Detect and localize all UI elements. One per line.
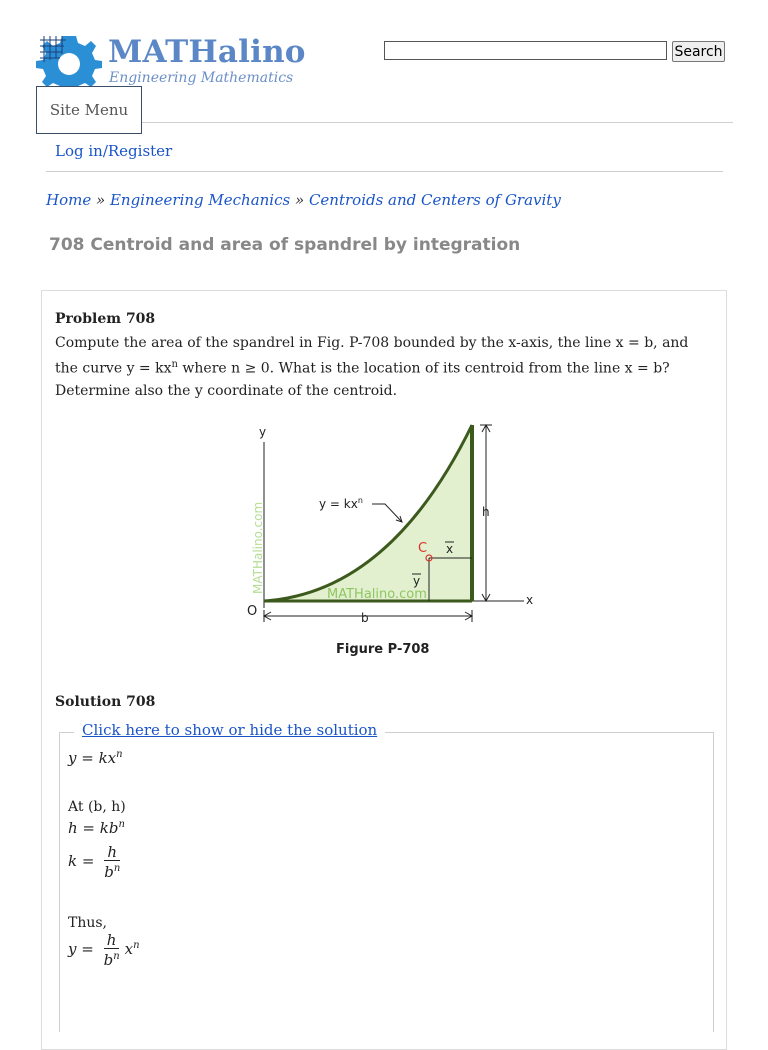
problem-heading: Problem 708 <box>55 311 156 327</box>
watermark: MATHalino.com <box>327 587 427 602</box>
centroid-label: C <box>418 541 428 556</box>
brand-tagline: Engineering Mathematics <box>109 70 294 86</box>
site-menu-button[interactable]: Site Menu <box>36 86 142 134</box>
equation-3: k = $\frac{h}{b^n}$ <box>68 843 121 881</box>
toggle-solution-link[interactable]: Click here to show or hide the solution <box>82 721 378 739</box>
problem-line: Compute the area of the spandrel in Fig. P-708 bounded by the x-axis, the line x = b, and <box>55 335 689 351</box>
xbar-label: x <box>446 542 454 556</box>
x-axis-label: x <box>526 593 534 607</box>
divider <box>46 171 723 172</box>
equation-4: y = $\frac{h}{b^n}$ $x^n$ <box>68 931 140 969</box>
thus-text: Thus, <box>68 915 108 931</box>
y-axis-label: y <box>259 425 267 439</box>
figure-caption: Figure P-708 <box>336 642 430 657</box>
at-point-text: At (b, h) <box>68 799 126 815</box>
figure-p708 <box>230 418 550 664</box>
search-input[interactable] <box>384 41 667 60</box>
solution-toggle-legend <box>74 721 385 739</box>
h-label: h <box>482 505 490 519</box>
equation-2: $h = kb^n$ <box>68 819 125 837</box>
breadcrumb-engineering-mechanics[interactable]: Engineering Mechanics <box>109 191 291 209</box>
brand-name[interactable]: MATHalino <box>108 34 306 70</box>
solution-box <box>59 732 714 1032</box>
login-register-link[interactable]: Log in/Register <box>55 142 173 160</box>
divider <box>142 122 733 123</box>
solution-heading: Solution 708 <box>55 694 156 710</box>
search-button[interactable]: Search <box>672 41 725 62</box>
equation-1: $y = kx^n$ <box>68 749 123 767</box>
b-label: b <box>361 611 369 625</box>
breadcrumb-separator: » <box>96 191 106 209</box>
curve-label: $y = kx^n$ <box>319 496 363 511</box>
breadcrumb <box>46 191 561 209</box>
ybar-label: y <box>413 574 421 588</box>
gear-logo-icon[interactable] <box>36 32 102 88</box>
breadcrumb-home[interactable]: Home <box>46 191 92 209</box>
origin-label: O <box>247 604 258 619</box>
breadcrumb-centroids[interactable]: Centroids and Centers of Gravity <box>308 191 561 209</box>
problem-line: Determine also the y coordinate of the centroid. <box>55 382 398 399</box>
spandrel-area <box>264 425 472 601</box>
breadcrumb-separator: » <box>294 191 305 209</box>
problem-statement <box>55 332 720 402</box>
page-title: 708 Centroid and area of spandrel by integration <box>49 235 521 255</box>
watermark-vertical: MATHalino.com <box>251 501 265 594</box>
problem-line: the curve $y = kx^n$ where n ≥ 0. What is the location of its centroid from the line x = b? <box>55 359 670 377</box>
